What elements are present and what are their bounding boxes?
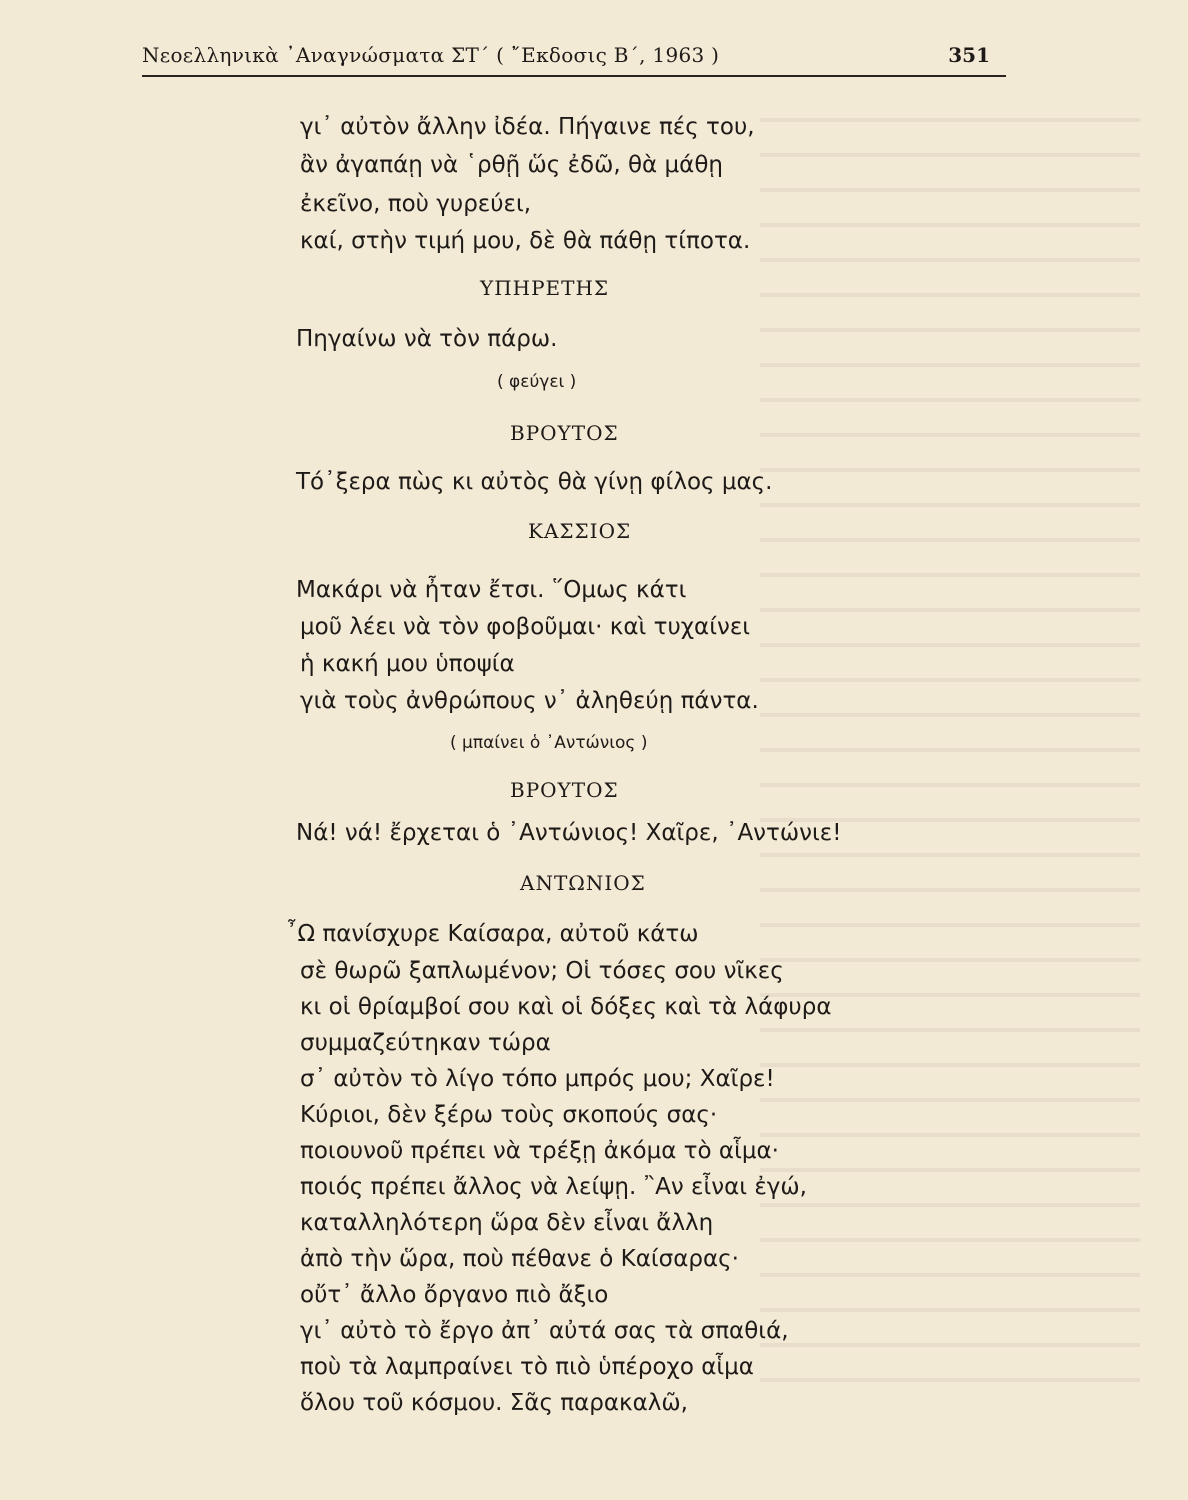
verse-line: ὅλου τοῦ κόσμου. Σᾶς παρακαλῶ, <box>300 1390 688 1416</box>
verse-line: καταλληλότερη ὥρα δὲν εἶναι ἄλλη <box>300 1210 714 1236</box>
stage-direction: ( φεύγει ) <box>497 372 577 392</box>
verse-line: Μακάρι νὰ ἦταν ἔτσι. ῞Ομως κάτι <box>296 577 687 603</box>
verse-line: συμμαζεύτηκαν τώρα <box>300 1030 551 1056</box>
verse-line: ποιός πρέπει ἄλλος νὰ λείψῃ. ῍Αν εἶναι ἐγώ, <box>300 1174 807 1200</box>
verse-line: ῏Ω πανίσχυρε Καίσαρα, αὐτοῦ κάτω <box>286 921 699 947</box>
page-number: 351 <box>948 43 990 67</box>
verse-line: μοῦ λέει νὰ τὸν φοβοῦμαι· καὶ τυχαίνει <box>300 614 751 640</box>
verse-line: ἡ κακή μου ὑποψία <box>300 651 515 677</box>
speaker-name: ΑΝΤΩΝΙΟΣ <box>520 871 646 895</box>
verse-line: ἐκεῖνο, ποὺ γυρεύει, <box>300 191 532 217</box>
verse-line: ἂν ἀγαπάῃ νὰ ῾ρθῇ ὥς ἐδῶ, θὰ μάθῃ <box>300 152 723 178</box>
verse-line: σ᾿ αὐτὸν τὸ λίγο τόπο μπρός μου; Χαῖρε! <box>300 1066 775 1092</box>
verse-line: καί, στὴν τιμή μου, δὲ θὰ πάθῃ τίποτα. <box>300 228 751 254</box>
speaker-name: ΥΠΗΡΕΤΗΣ <box>480 276 610 300</box>
verse-line: σὲ θωρῶ ξαπλωμένον; Οἱ τόσες σου νῖκες <box>300 958 784 984</box>
speaker-name: ΒΡΟΥΤΟΣ <box>510 778 619 802</box>
speaker-name: ΒΡΟΥΤΟΣ <box>510 421 619 445</box>
speaker-name: ΚΑΣΣΙΟΣ <box>528 519 632 543</box>
verse-line: γι᾿ αὐτὸν ἄλλην ἰδέα. Πήγαινε πές του, <box>300 114 755 140</box>
verse-line: γιὰ τοὺς ἀνθρώπους ν᾿ ἀληθεύῃ πάντα. <box>300 688 759 714</box>
verse-line: οὔτ᾿ ἄλλο ὄργανο πιὸ ἄξιο <box>300 1282 609 1308</box>
verse-line: Νά! νά! ἔρχεται ὁ ᾿Αντώνιος! Χαῖρε, ᾿Αντώνιε! <box>296 820 842 846</box>
stage-direction: ( μπαίνει ὁ ᾿Αντώνιος ) <box>450 733 648 753</box>
verse-line: γι᾿ αὐτὸ τὸ ἔργο ἀπ᾿ αὐτά σας τὰ σπαθιά, <box>300 1318 789 1344</box>
verse-line: ποὺ τὰ λαμπραίνει τὸ πιὸ ὑπέροχο αἷμα <box>300 1354 754 1380</box>
book-title: Νεοελληνικὰ ᾿Αναγνώσματα ΣΤ΄ ( ῎Εκδοσις Β΄, 1963 ) <box>142 43 720 67</box>
verse-line: Πηγαίνω νὰ τὸν πάρω. <box>296 326 558 352</box>
verse-line: ποιουνοῦ πρέπει νὰ τρέξῃ ἀκόμα τὸ αἷμα· <box>300 1138 779 1164</box>
verse-line: ἀπὸ τὴν ὥρα, ποὺ πέθανε ὁ Καίσαρας· <box>300 1246 739 1272</box>
verse-line: κι οἱ θρίαμβοί σου καὶ οἱ δόξες καὶ τὰ λάφυρα <box>300 994 832 1020</box>
verse-line: Τό᾿ξερα πὼς κι αὐτὸς θὰ γίνῃ φίλος μας. <box>296 469 773 495</box>
verse-line: Κύριοι, δὲν ξέρω τοὺς σκοπούς σας· <box>300 1102 718 1128</box>
